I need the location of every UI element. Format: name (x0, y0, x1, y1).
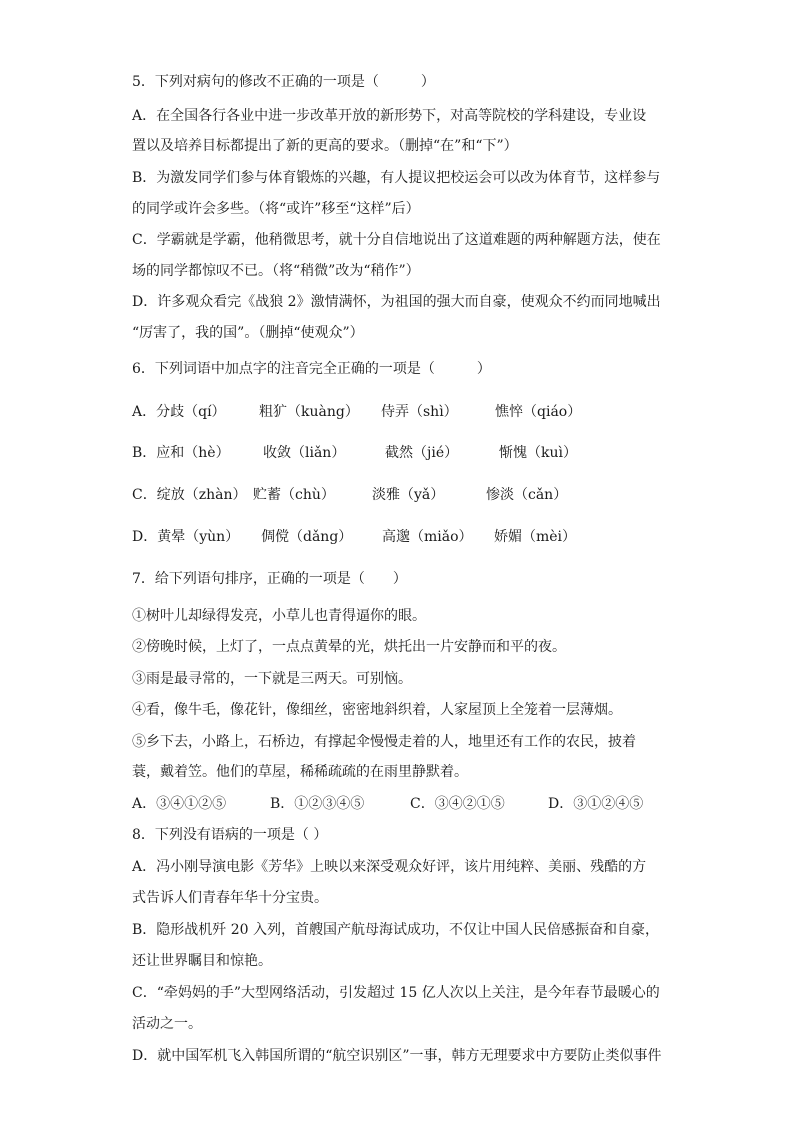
question-7-sentence-3: ③雨是最寻常的，一下就是三两天。可别恼。 (132, 671, 412, 687)
answer-option: C．③④②①⑤ (410, 796, 505, 812)
question-7-sentence-1: ①树叶儿却绿得发亮，小草儿也青得逼你的眼。 (132, 608, 426, 624)
pinyin-item: 淡雅（yǎ） (372, 487, 445, 503)
pinyin-item: A．分歧（qí） (132, 404, 226, 420)
question-7-sentence-2: ②傍晚时候，上灯了，一点点黄晕的光，烘托出一片安静而和平的夜。 (132, 639, 566, 655)
pinyin-item: 截然（jié） (385, 445, 459, 461)
question-7-stem: 7．给下列语句排序，正确的一项是（ ） (132, 571, 407, 587)
pinyin-item: D．黄晕（yùn） (132, 529, 240, 545)
question-8-option-b-line1: B．隐形战机歼 20 入列，首艘国产航母海试成功，不仅让中国人民倍感振奋和自豪， (132, 922, 660, 938)
question-5-option-b-line2: 的同学或许会多些。（将“或许”移至“这样”后） (132, 201, 420, 217)
question-5-option-c-line1: C．学霸就是学霸，他稍微思考，就十分自信地说出了这道难题的两种解题方法，使在 (132, 232, 661, 248)
question-8-option-b-line2: 还让世界瞩目和惊艳。 (132, 953, 272, 969)
pinyin-item: 娇媚（mèi） (494, 529, 577, 545)
pinyin-item: B．应和（hè） (132, 445, 230, 461)
pinyin-item: 惨淡（cǎn） (486, 487, 568, 503)
answer-option: D．③①②④⑤ (548, 796, 644, 812)
pinyin-item: 高邈（miǎo） (382, 529, 473, 545)
question-7-sentence-4: ④看，像牛毛，像花针，像细丝，密密地斜织着，人家屋顶上全笼着一层薄烟。 (132, 702, 622, 718)
pinyin-item: 惭愧（kuì） (499, 445, 577, 461)
pinyin-item: 粗犷（kuàng） (259, 404, 359, 420)
question-5-option-c-line2: 场的同学都惊叹不已。（将“稍微”改为“稍作”） (132, 263, 420, 279)
question-5-stem: 5．下列对病句的修改不正确的一项是（ ） (132, 74, 435, 90)
pinyin-item: 收敛（liǎn） (263, 445, 346, 461)
pinyin-item: 贮蓄（chù） (253, 487, 335, 503)
question-7-sentence-5-line2: 蓑，戴着笠。他们的草屋，稀稀疏疏的在雨里静默着。 (132, 764, 468, 780)
question-5-option-b-line1: B．为激发同学们参与体育锻炼的兴趣，有人提议把校运会可以改为体育节，这样参与 (132, 170, 661, 186)
question-8-option-a-line1: A．冯小刚导演电影《芳华》上映以来深受观众好评，该片用纯粹、美丽、残酷的方 (132, 859, 647, 875)
question-8-option-d-line1: D．就中国军机飞入韩国所谓的“航空识别区”一事，韩方无理要求中方要防止类似事件 (132, 1048, 662, 1064)
question-5-option-a-line2: 置以及培养目标都提出了新的更高的要求。（删掉“在”和“下”） (132, 138, 518, 154)
answer-option: A．③④①②⑤ (132, 796, 227, 812)
question-8-option-a-line2: 式告诉人们青春年华十分宝贵。 (132, 890, 328, 906)
question-7-sentence-5-line1: ⑤乡下去，小路上，石桥边，有撑起伞慢慢走着的人，地里还有工作的农民，披着 (132, 734, 636, 750)
answer-option: B．①②③④⑤ (270, 796, 365, 812)
question-8-option-c-line2: 活动之一。 (132, 1016, 202, 1032)
question-8-option-c-line1: C．“牵妈妈的手”大型网络活动，引发超过 15 亿人次以上关注，是今年春节最暖心的 (132, 985, 660, 1001)
pinyin-item: 憔悴（qiáo） (495, 404, 582, 420)
question-5-option-d-line1: D．许多观众看完《战狼 2》激情满怀，为祖国的强大而自豪，使观众不约而同地喊出 (132, 294, 661, 310)
question-5-option-a-line1: A．在全国各行各业中进一步改革开放的新形势下，对高等院校的学科建设，专业设 (132, 108, 647, 124)
question-5-option-d-line2: “厉害了，我的国”。（删掉“使观众”） (132, 325, 364, 341)
pinyin-item: 侍弄（shì） (381, 404, 458, 420)
pinyin-item: 倜傥（dǎng） (261, 529, 353, 545)
pinyin-item: C．绽放（zhàn） (132, 487, 247, 503)
question-8-stem: 8．下列没有语病的一项是（ ） (132, 827, 328, 843)
question-6-stem: 6．下列词语中加点字的注音完全正确的一项是（ ） (132, 361, 491, 377)
